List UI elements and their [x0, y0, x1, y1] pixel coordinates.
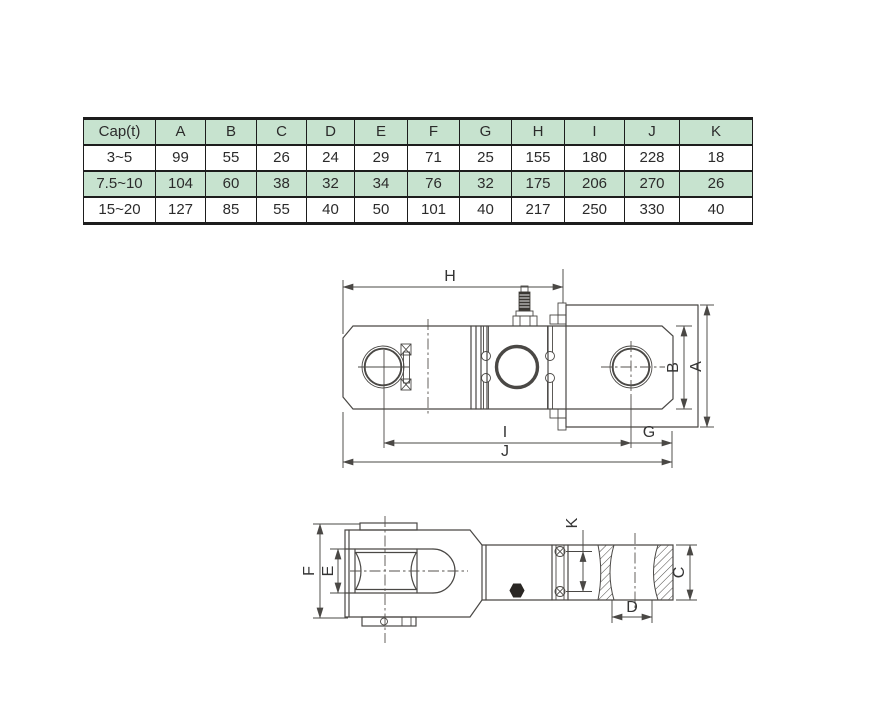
table-cell: 55 — [257, 197, 307, 224]
table-cell: 34 — [355, 171, 408, 197]
table-cell: 85 — [206, 197, 257, 224]
flexure-slots — [482, 326, 555, 409]
dim-label-F: F — [301, 566, 318, 576]
table-cell: 7.5~10 — [84, 171, 156, 197]
clamp-steps-top — [550, 303, 566, 324]
right-pin-hole — [601, 341, 665, 448]
dim-label-G: G — [642, 424, 656, 441]
table-cell: 270 — [625, 171, 680, 197]
table-cell: 71 — [408, 145, 460, 171]
left-pin-hole — [358, 344, 411, 448]
table-cell: 55 — [206, 145, 257, 171]
dim-C — [671, 545, 697, 600]
dim-label-A: A — [688, 361, 705, 372]
column-header: I — [565, 119, 625, 146]
table-cell: 76 — [408, 171, 460, 197]
column-header: G — [460, 119, 512, 146]
section-hatch-left — [598, 545, 614, 600]
table-cell: 175 — [512, 171, 565, 197]
column-header: J — [625, 119, 680, 146]
table-cell: 40 — [307, 197, 355, 224]
load-cell-body-outline — [343, 326, 673, 409]
table-cell: 25 — [460, 145, 512, 171]
center-hole — [497, 347, 538, 388]
table-cell: 127 — [156, 197, 206, 224]
table-cell: 40 — [460, 197, 512, 224]
side-view-outline — [345, 530, 673, 617]
table-cell: 228 — [625, 145, 680, 171]
table-cell: 60 — [206, 171, 257, 197]
column-header: K — [680, 119, 753, 146]
table-cell: 26 — [257, 145, 307, 171]
table-cell: 29 — [355, 145, 408, 171]
table-cell: 250 — [565, 197, 625, 224]
column-header: F — [408, 119, 460, 146]
side-view-drawing — [301, 516, 697, 643]
dim-D — [612, 599, 652, 623]
table-cell: 26 — [680, 171, 753, 197]
dim-label-K: K — [564, 517, 581, 529]
table-cell: 180 — [565, 145, 625, 171]
table-cell: 206 — [565, 171, 625, 197]
table-cell: 24 — [307, 145, 355, 171]
column-header: E — [355, 119, 408, 146]
table-cell: 330 — [625, 197, 680, 224]
dim-J — [343, 412, 672, 468]
table-cell: 32 — [307, 171, 355, 197]
table-cell: 18 — [680, 145, 753, 171]
dim-label-D: D — [626, 599, 638, 616]
screw-bottom — [555, 587, 565, 597]
table-cell: 217 — [512, 197, 565, 224]
column-header: B — [206, 119, 257, 146]
column-header: D — [307, 119, 355, 146]
table-cell: 32 — [460, 171, 512, 197]
screw-top — [555, 547, 565, 557]
clevis-bottom-tab — [362, 617, 416, 626]
screw-strip — [552, 545, 568, 600]
table-cell: 40 — [680, 197, 753, 224]
clevis-top-cap — [360, 523, 417, 530]
table-cell: 15~20 — [84, 197, 156, 224]
table-cell: 155 — [512, 145, 565, 171]
dim-label-I: I — [502, 424, 508, 441]
cable-gland-side — [510, 584, 524, 597]
column-header: A — [156, 119, 206, 146]
table-cell: 101 — [408, 197, 460, 224]
table-cell: 50 — [355, 197, 408, 224]
dim-label-E: E — [320, 565, 337, 577]
dim-label-J: J — [501, 443, 509, 460]
table-cell: 38 — [257, 171, 307, 197]
column-header: C — [257, 119, 307, 146]
table-cell: 99 — [156, 145, 206, 171]
clamp-steps-bottom — [550, 409, 566, 430]
dim-label-B: B — [665, 362, 682, 373]
cable-gland-stud — [513, 286, 537, 326]
column-header: H — [512, 119, 565, 146]
column-header: Cap(t) — [84, 119, 156, 146]
dim-label-H: H — [444, 268, 456, 285]
top-view-drawing — [343, 268, 714, 468]
dim-label-C: C — [671, 566, 688, 579]
table-cell: 104 — [156, 171, 206, 197]
table-cell: 3~5 — [84, 145, 156, 171]
